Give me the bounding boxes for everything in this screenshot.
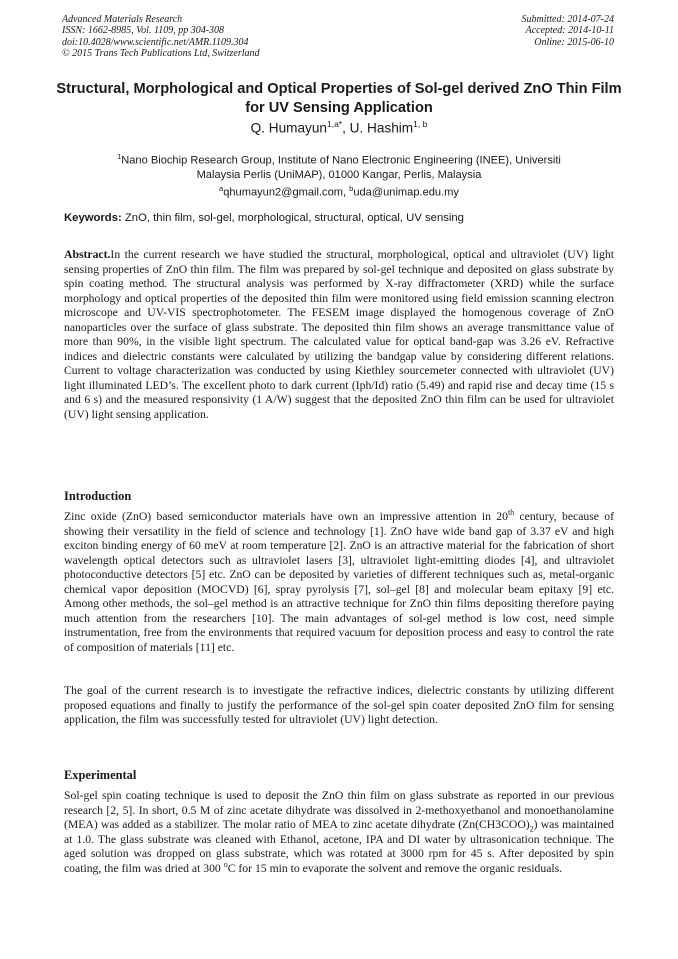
author-affiliation-marker: 1,a* xyxy=(326,119,343,129)
submission-dates xyxy=(522,14,615,48)
affiliation-marker: 1 xyxy=(117,152,122,161)
date-accepted: Accepted: 2014-10-11 xyxy=(525,25,614,37)
section-heading-introduction: Introduction xyxy=(64,489,132,503)
author-name: Q. Humayun xyxy=(250,120,327,136)
date-online: Online: 2015-06-10 xyxy=(534,36,614,48)
author-affiliation-marker: 1, b xyxy=(413,119,428,129)
author-emails: $^a$qhumayun2@gmail.com, $^b$uda@unimap.edu.my xyxy=(219,183,459,199)
keywords-label: Keywords: xyxy=(64,212,122,224)
affiliation-line: Malaysia Perlis (UniMAP), 01000 Kangar, Perlis, Malaysia xyxy=(196,168,482,181)
abstract-text: In the current research we have studied the structural, morphological, optical and ultraviolet (UV) light sensing properties of ZnO thin film. The film was prepared by sol-gel technique and deposited on glass substrate by spin coating method. The structural analysis was performed by X-ray diffractometer (XRD) while the surface morphology and optical properties of the deposited thin film were monitored using field emission scanning electron microscope and UV-VIS spectrophotometer. The FESEM image displayed the homogenous coverage of ZnO nanoparticles over the surface of glass substrate. The deposited thin film shows an average transmittance value of more than 90%, in the visible light spectrum. The calculated value for optical band-gap was 3.26 eV. Refractive indices and dielectric constants were calculated by utilizing the bandgap value by considering different relations. Current to voltage characterization was conducted by using Kiethley sourcemeter connected with ultraviolet (UV) light illuminated LED’s. The excellent photo to dark current (Iph/Id) ratio (5.49) and rapid rise and decay time (15 s and 6 s) and the measured responsivity (1 A/W) suggest that the deposited ZnO thin film can be used for ultraviolet (UV) light sensing application. xyxy=(64,248,614,421)
author-name: U. Hashim xyxy=(349,120,414,136)
journal-info xyxy=(62,14,260,59)
date-submitted: Submitted: 2014-07-24 xyxy=(521,14,614,25)
introduction-paragraph: Zinc oxide (ZnO) based semiconductor materials have own an impressive attention in 20th century, because of showing their versatility in the field of science and technology [1]. ZnO have wide band gap of 3.37 eV and high exciton binding energy of 60 meV at room temperature [2]. ZnO is an attractive material for the fabrication of short wavelength optical detectors such as ultraviolet lasers [3], ultraviolet light-emitting diodes [4], and ultraviolet photoconductive detectors [5] etc. ZnO can be deposited by varieties of different techniques such as, metal-organic chemical vapor deposition (MOCVD) [6], spray pyrolysis [7], sol–gel [8] and molecular beam epitaxy [9] etc. Among other methods, the sol–gel method is an attractive technique for ZnO thin films depositing therefore paying much attention from the researchers [10]. The main advantages of sol-gel method is low cost, need simple instrumentation, free from the environments that required vacuum for deposition process and easy to control the rate of composition of materials [11] etc. xyxy=(64,508,614,654)
introduction-paragraph: The goal of the current research is to investigate the refractive indices, dielectric constants by utilizing different proposed equations and finally to justify the performance of the sol-gel spin coater deposited ZnO film for sensing application, the film was successfully tested for ultraviolet (UV) light detection. xyxy=(64,684,614,726)
journal-doi: doi:10.4028/www.scientific.net/AMR.1109.304 xyxy=(62,36,249,48)
affiliation xyxy=(50,150,628,199)
journal-copyright: © 2015 Trans Tech Publications Ltd, Switzerland xyxy=(62,47,260,59)
journal-issn: ISSN: 1662-8985, Vol. 1109, pp 304-308 xyxy=(62,25,225,37)
email-link[interactable]: uda@unimap.edu.my xyxy=(353,186,459,199)
abstract xyxy=(64,248,614,422)
abstract-label: Abstract. xyxy=(64,248,111,261)
email-link[interactable]: qhumayun2@gmail.com xyxy=(223,186,343,199)
author-separator: , xyxy=(342,120,350,136)
paper-title: Structural, Morphological and Optical Properties of Sol-gel derived ZnO Thin Film for UV Sensing Application xyxy=(56,81,622,116)
section-heading-experimental: Experimental xyxy=(64,768,137,782)
affiliation-line: $^1$Nano Biochip Research Group, Institute of Nano Electronic Engineering (INEE), Universiti xyxy=(117,152,561,167)
journal-name: Advanced Materials Research xyxy=(62,14,183,25)
author-list xyxy=(50,119,628,136)
keywords-text: ZnO, thin film, sol-gel, morphological, structural, optical, UV sensing xyxy=(121,212,464,224)
experimental-paragraph: Sol-gel spin coating technique is used to deposit the ZnO thin film on glass substrate as reported in our previous research [2, 5]. In short, 0.5 M of zinc acetate dihydrate was dissolved in 2-methoxyethanol and monoethanolamine (MEA) was added as a stabilizer. The molar ratio of MEA to zinc acetate dihydrate $(Zn(CH3COO)_2)$ was maintained at 1.0. The glass substrate was cleaned with Ethanol, acetone, IPA and DI water by ultrasonication technique. The aged solution was dropped on glass substrate, which was rotated at 3000 rpm for 45 s. After deposited by spin coating, the film was dried at 300 $^o$C for 15 min to evaporate the solvent and remove the organic residuals. xyxy=(64,789,614,875)
keywords xyxy=(64,212,624,224)
